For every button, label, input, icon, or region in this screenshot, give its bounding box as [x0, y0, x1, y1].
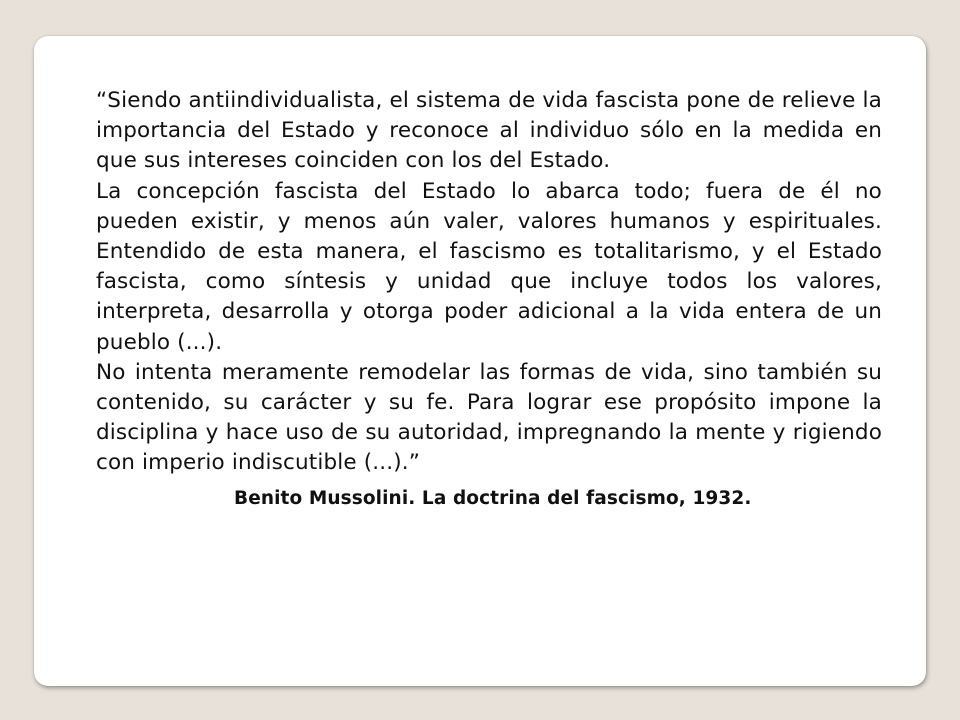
slide-card — [34, 36, 926, 686]
quote-block — [96, 86, 882, 479]
quote-paragraph-1: “Siendo antiindividualista, el sistema de vida fascista pone de relieve la importancia del Estado y reconoce al individuo sólo en la medida en que sus intereses coinciden con los del Estado. — [96, 88, 882, 174]
quote-paragraph-2: La concepción fascista del Estado lo abarca todo; fuera de él no pueden existir, y menos aún valer, valores humanos y espirituales. Entendido de esta manera, el fascismo es totalitarismo, y el Estado fascista, como síntesis y unidad que incluye todos los valores, interpreta, desarrolla y otorga poder adicional a la vida entera de un pueblo (...). — [96, 178, 882, 355]
quote-paragraph-3: No intenta meramente remodelar las formas de vida, sino también su contenido, su carácter y su fe. Para lograr ese propósito impone la disciplina y hace uso de su autoridad, impregnando la mente y rigiendo con imperio indiscutible (...).” — [96, 359, 882, 476]
quote-citation: Benito Mussolini. La doctrina del fascismo, 1932. — [234, 488, 752, 509]
